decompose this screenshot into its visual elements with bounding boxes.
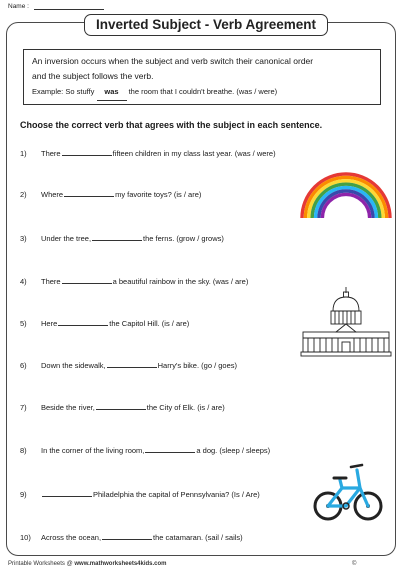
question-row <box>20 233 224 243</box>
answer-blank[interactable] <box>64 189 114 197</box>
footer-prefix: Printable Worksheets @ <box>8 561 73 567</box>
example-answer: was <box>97 84 127 101</box>
worksheet-title: Inverted Subject - Verb Agreement <box>84 14 328 36</box>
question-number: 10) <box>20 533 31 542</box>
question-row <box>20 148 276 158</box>
bicycle-icon <box>312 458 384 524</box>
question-row <box>20 276 248 286</box>
answer-blank[interactable] <box>145 445 195 453</box>
question-text-before: There <box>41 277 61 286</box>
rainbow-icon <box>298 168 394 220</box>
answer-blank[interactable] <box>62 148 112 156</box>
question-text-after: the Capitol Hill. (is / are) <box>109 319 190 328</box>
answer-blank[interactable] <box>107 360 157 368</box>
example-line <box>32 84 372 101</box>
question-text-before: Under the tree, <box>41 234 92 243</box>
question-number: 1) <box>20 149 27 158</box>
question-text-after: fifteen children in my class last year. (was / were) <box>112 149 276 158</box>
question-text-after: Philadelphia the capital of Pennsylvania? (Is / Are) <box>93 490 260 499</box>
question-row <box>20 445 270 455</box>
intro-line-2: and the subject follows the verb. <box>32 71 154 81</box>
question-text-after: a dog. (sleep / sleeps) <box>196 446 271 455</box>
footer <box>8 561 357 567</box>
question-text-after: the ferns. (grow / grows) <box>143 234 224 243</box>
example-suffix: the room that I couldn't breathe. (was / were) <box>128 87 278 96</box>
footer-url[interactable]: www.mathworksheets4kids.com <box>74 561 167 567</box>
question-number: 7) <box>20 403 27 412</box>
question-number: 9) <box>20 490 27 499</box>
question-row <box>20 318 189 328</box>
question-text-before: Down the sidewalk, <box>41 361 106 370</box>
question-text-before: Beside the river, <box>41 403 95 412</box>
answer-blank[interactable] <box>102 532 152 540</box>
question-text-after: a beautiful rainbow in the sky. (was / are) <box>112 277 249 286</box>
question-number: 4) <box>20 277 27 286</box>
question-text-after: the catamaran. (sail / sails) <box>153 533 243 542</box>
instruction: Choose the correct verb that agrees with the subject in each sentence. <box>20 120 323 130</box>
question-number: 2) <box>20 190 27 199</box>
name-line[interactable] <box>34 3 104 10</box>
question-text-before: In the corner of the living room, <box>41 446 145 455</box>
capitol-building-icon <box>300 286 392 358</box>
question-text-before: Where <box>41 190 64 199</box>
answer-blank[interactable] <box>42 489 92 497</box>
question-text-before: Here <box>41 319 58 328</box>
answer-blank[interactable] <box>92 233 142 241</box>
question-row <box>20 189 201 199</box>
question-text-after: Harry's bike. (go / goes) <box>157 361 238 370</box>
intro-box <box>23 49 381 105</box>
question-row <box>20 532 243 542</box>
question-text-before: There <box>41 149 61 158</box>
question-text-before: Across the ocean, <box>41 533 102 542</box>
name-field <box>8 3 104 10</box>
question-text-after: my favorite toys? (is / are) <box>115 190 202 199</box>
question-row <box>20 402 225 412</box>
question-number: 5) <box>20 319 27 328</box>
copyright-mark: © <box>352 561 357 567</box>
name-label: Name : <box>8 3 29 10</box>
answer-blank[interactable] <box>96 402 146 410</box>
question-text-after: the City of Elk. (is / are) <box>146 403 225 412</box>
question-number: 6) <box>20 361 27 370</box>
answer-blank[interactable] <box>62 276 112 284</box>
intro-line-1: An inversion occurs when the subject and verb switch their canonical order <box>32 56 314 66</box>
question-number: 3) <box>20 234 27 243</box>
question-number: 8) <box>20 446 27 455</box>
example-prefix: Example: So stuffy <box>32 87 95 96</box>
question-row <box>20 360 237 370</box>
answer-blank[interactable] <box>58 318 108 326</box>
question-row <box>20 489 260 499</box>
